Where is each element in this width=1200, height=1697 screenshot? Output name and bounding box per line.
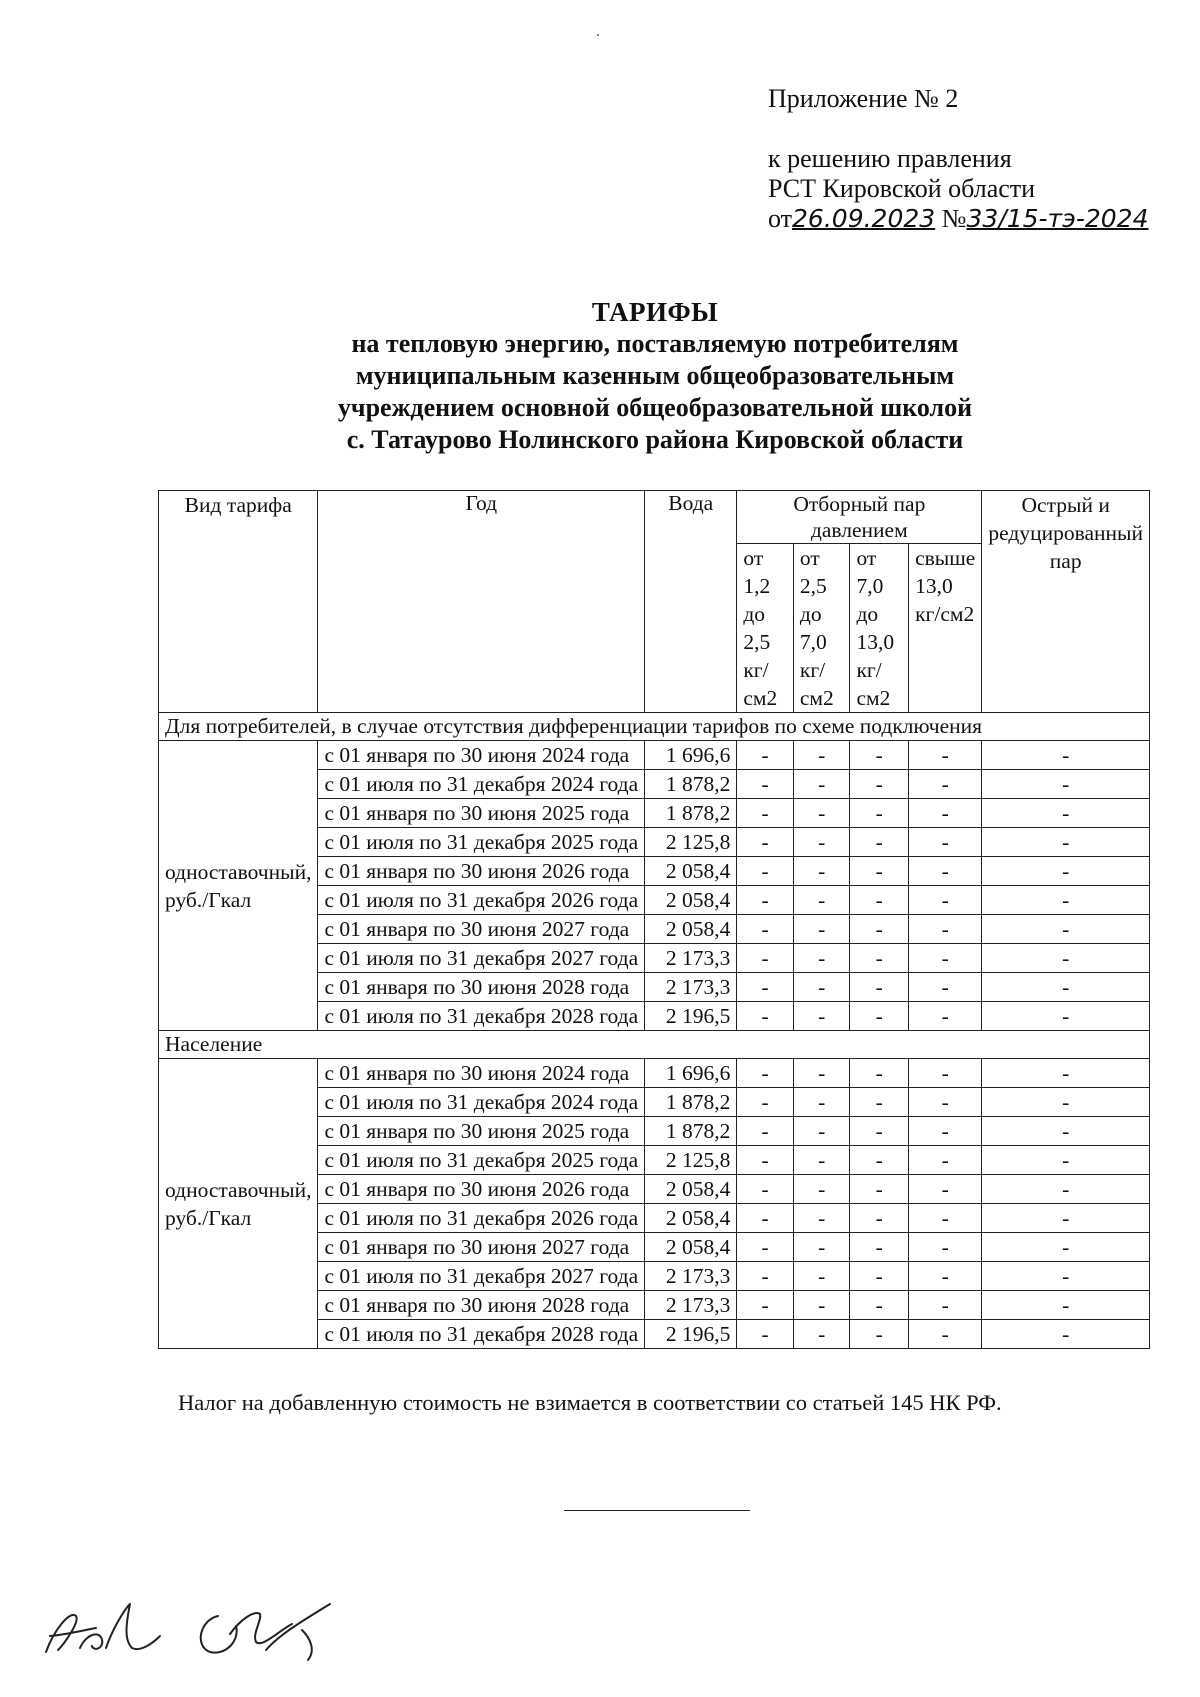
acute-steam-value: - (982, 1146, 1150, 1175)
scan-speck (597, 34, 599, 36)
end-rule (564, 1510, 750, 1511)
steam-2-value: - (793, 770, 850, 799)
steam-4-value: - (909, 770, 982, 799)
header-steam-4: свыше 13,0 кг/см2 (909, 544, 982, 713)
steam-4-value: - (909, 1002, 982, 1031)
steam-4-value: - (909, 1146, 982, 1175)
period-cell: с 01 июля по 31 декабря 2024 года (318, 1088, 645, 1117)
section-row (159, 1031, 1150, 1059)
appendix-to-decision: к решению правления (768, 144, 1012, 173)
steam-4-value: - (909, 1233, 982, 1262)
steam-4-value: - (909, 973, 982, 1002)
steam-1-value: - (737, 741, 794, 770)
table-body (159, 713, 1150, 1349)
water-value: 2 173,3 (645, 1262, 737, 1291)
period-cell: с 01 июля по 31 декабря 2028 года (318, 1320, 645, 1349)
steam-3-value: - (850, 1291, 909, 1320)
steam-2-value: - (793, 1233, 850, 1262)
steam-2-value: - (793, 973, 850, 1002)
acute-steam-value: - (982, 1117, 1150, 1146)
header-type: Вид тарифа (159, 491, 318, 713)
period-cell: с 01 января по 30 июня 2026 года (318, 857, 645, 886)
steam-2-value: - (793, 1117, 850, 1146)
steam-3-value: - (850, 1233, 909, 1262)
appendix-block (768, 84, 1148, 234)
water-value: 2 196,5 (645, 1002, 737, 1031)
steam-1-value: - (737, 1320, 794, 1349)
steam-2-value: - (793, 1291, 850, 1320)
number-prefix: № (941, 204, 967, 233)
steam-2-value: - (793, 857, 850, 886)
period-cell: с 01 июля по 31 декабря 2028 года (318, 1002, 645, 1031)
steam-2-value: - (793, 1059, 850, 1088)
title-line-2: муниципальным казенным общеобразовательным (355, 361, 955, 390)
water-value: 1 878,2 (645, 799, 737, 828)
period-cell: с 01 января по 30 июня 2027 года (318, 1233, 645, 1262)
steam-1-value: - (737, 770, 794, 799)
steam-4-value: - (909, 828, 982, 857)
appendix-date-line (768, 204, 1148, 234)
table-header (159, 491, 1150, 713)
steam-1-value: - (737, 1059, 794, 1088)
steam-1-value: - (737, 1233, 794, 1262)
period-cell: с 01 июля по 31 декабря 2025 года (318, 828, 645, 857)
steam-2-value: - (793, 799, 850, 828)
water-value: 2 173,3 (645, 1291, 737, 1320)
period-cell: с 01 июля по 31 декабря 2024 года (318, 770, 645, 799)
steam-1-value: - (737, 857, 794, 886)
steam-3-value: - (850, 770, 909, 799)
header-year: Год (318, 491, 645, 713)
vat-footnote: Налог на добавленную стоимость не взимается в соответствии со статьей 145 НК РФ. (178, 1390, 1002, 1415)
steam-4-value: - (909, 799, 982, 828)
steam-2-value: - (793, 944, 850, 973)
steam-4-value: - (909, 1175, 982, 1204)
signature-2 (201, 1604, 330, 1660)
water-value: 1 878,2 (645, 770, 737, 799)
steam-1-value: - (737, 799, 794, 828)
steam-2-value: - (793, 828, 850, 857)
steam-2-value: - (793, 741, 850, 770)
acute-steam-value: - (982, 1204, 1150, 1233)
steam-1-value: - (737, 944, 794, 973)
period-cell: с 01 июля по 31 декабря 2026 года (318, 886, 645, 915)
steam-3-value: - (850, 1088, 909, 1117)
acute-steam-value: - (982, 973, 1150, 1002)
appendix-authority: РСТ Кировской области (768, 174, 1036, 203)
period-cell: с 01 января по 30 июня 2028 года (318, 973, 645, 1002)
steam-2-value: - (793, 886, 850, 915)
steam-1-value: - (737, 1002, 794, 1031)
steam-2-value: - (793, 1175, 850, 1204)
steam-3-value: - (850, 857, 909, 886)
header-acute-steam: Острый и редуцированный пар (982, 491, 1150, 713)
document-title (190, 296, 1120, 456)
steam-1-value: - (737, 886, 794, 915)
steam-3-value: - (850, 1175, 909, 1204)
steam-1-value: - (737, 828, 794, 857)
water-value: 2 058,4 (645, 1175, 737, 1204)
steam-3-value: - (850, 1320, 909, 1349)
section-title: Население (159, 1031, 1150, 1059)
steam-2-value: - (793, 1262, 850, 1291)
water-value: 2 058,4 (645, 886, 737, 915)
header-steam: Отборный пар давлением (737, 491, 982, 544)
header-steam-3: от 7,0 до 13,0 кг/см2 (850, 544, 909, 713)
title-line-3: учреждением основной общеобразовательной школой (337, 393, 973, 422)
tariff-type: одноставочный, руб./Гкал (159, 1059, 318, 1349)
water-value: 2 173,3 (645, 944, 737, 973)
acute-steam-value: - (982, 1002, 1150, 1031)
acute-steam-value: - (982, 1291, 1150, 1320)
steam-3-value: - (850, 915, 909, 944)
acute-steam-value: - (982, 1088, 1150, 1117)
steam-2-value: - (793, 1088, 850, 1117)
steam-4-value: - (909, 857, 982, 886)
period-cell: с 01 июля по 31 декабря 2027 года (318, 944, 645, 973)
section-row (159, 713, 1150, 741)
table-row (159, 1059, 1150, 1088)
steam-2-value: - (793, 1204, 850, 1233)
steam-4-value: - (909, 1117, 982, 1146)
steam-3-value: - (850, 1262, 909, 1291)
acute-steam-value: - (982, 944, 1150, 973)
steam-1-value: - (737, 915, 794, 944)
handwritten-signatures (40, 1590, 380, 1670)
water-value: 2 125,8 (645, 1146, 737, 1175)
steam-1-value: - (737, 1117, 794, 1146)
title-main: ТАРИФЫ (591, 297, 719, 327)
steam-3-value: - (850, 1204, 909, 1233)
steam-4-value: - (909, 1291, 982, 1320)
water-value: 2 058,4 (645, 1233, 737, 1262)
acute-steam-value: - (982, 1175, 1150, 1204)
steam-3-value: - (850, 973, 909, 1002)
water-value: 2 058,4 (645, 1204, 737, 1233)
period-cell: с 01 января по 30 июня 2025 года (318, 1117, 645, 1146)
steam-2-value: - (793, 1320, 850, 1349)
steam-4-value: - (909, 915, 982, 944)
steam-1-value: - (737, 1204, 794, 1233)
acute-steam-value: - (982, 1262, 1150, 1291)
steam-3-value: - (850, 799, 909, 828)
steam-1-value: - (737, 1291, 794, 1320)
signature-1 (46, 1604, 160, 1652)
period-cell: с 01 июля по 31 декабря 2027 года (318, 1262, 645, 1291)
period-cell: с 01 января по 30 июня 2025 года (318, 799, 645, 828)
water-value: 2 058,4 (645, 857, 737, 886)
decision-date: 26.09.2023 (792, 204, 936, 233)
water-value: 2 173,3 (645, 973, 737, 1002)
water-value: 2 196,5 (645, 1320, 737, 1349)
acute-steam-value: - (982, 741, 1150, 770)
steam-1-value: - (737, 1262, 794, 1291)
header-steam-1: от 1,2 до 2,5 кг/см2 (737, 544, 794, 713)
period-cell: с 01 января по 30 июня 2027 года (318, 915, 645, 944)
header-water: Вода (645, 491, 737, 713)
steam-4-value: - (909, 1320, 982, 1349)
acute-steam-value: - (982, 770, 1150, 799)
date-prefix: от (768, 204, 793, 233)
water-value: 2 058,4 (645, 915, 737, 944)
water-value: 2 125,8 (645, 828, 737, 857)
acute-steam-value: - (982, 1233, 1150, 1262)
steam-4-value: - (909, 944, 982, 973)
steam-1-value: - (737, 1088, 794, 1117)
steam-3-value: - (850, 1002, 909, 1031)
steam-1-value: - (737, 1146, 794, 1175)
period-cell: с 01 января по 30 июня 2028 года (318, 1291, 645, 1320)
tariffs-table (158, 490, 1150, 1349)
title-line-4: с. Татаурово Нолинского района Кировской области (346, 425, 964, 454)
header-steam-2: от 2,5 до 7,0 кг/см2 (793, 544, 850, 713)
period-cell: с 01 января по 30 июня 2024 года (318, 741, 645, 770)
section-title: Для потребителей, в случае отсутствия дифференциации тарифов по схеме подключения (159, 713, 1150, 741)
steam-4-value: - (909, 741, 982, 770)
water-value: 1 696,6 (645, 741, 737, 770)
period-cell: с 01 января по 30 июня 2024 года (318, 1059, 645, 1088)
steam-2-value: - (793, 915, 850, 944)
steam-1-value: - (737, 1175, 794, 1204)
acute-steam-value: - (982, 828, 1150, 857)
steam-1-value: - (737, 973, 794, 1002)
steam-4-value: - (909, 1204, 982, 1233)
water-value: 1 696,6 (645, 1059, 737, 1088)
steam-2-value: - (793, 1146, 850, 1175)
steam-2-value: - (793, 1002, 850, 1031)
table-row (159, 741, 1150, 770)
period-cell: с 01 января по 30 июня 2026 года (318, 1175, 645, 1204)
steam-4-value: - (909, 886, 982, 915)
appendix-number: Приложение № 2 (768, 84, 959, 113)
steam-3-value: - (850, 886, 909, 915)
steam-3-value: - (850, 1059, 909, 1088)
steam-3-value: - (850, 828, 909, 857)
steam-4-value: - (909, 1088, 982, 1117)
period-cell: с 01 июля по 31 декабря 2025 года (318, 1146, 645, 1175)
decision-number: 33/15-тэ-2024 (966, 204, 1149, 233)
title-line-1: на тепловую энергию, поставляемую потребителям (351, 329, 959, 358)
steam-3-value: - (850, 741, 909, 770)
acute-steam-value: - (982, 799, 1150, 828)
steam-3-value: - (850, 1146, 909, 1175)
acute-steam-value: - (982, 857, 1150, 886)
water-value: 1 878,2 (645, 1117, 737, 1146)
steam-3-value: - (850, 1117, 909, 1146)
steam-4-value: - (909, 1059, 982, 1088)
acute-steam-value: - (982, 1059, 1150, 1088)
acute-steam-value: - (982, 915, 1150, 944)
acute-steam-value: - (982, 886, 1150, 915)
steam-3-value: - (850, 944, 909, 973)
period-cell: с 01 июля по 31 декабря 2026 года (318, 1204, 645, 1233)
acute-steam-value: - (982, 1320, 1150, 1349)
tariff-type: одноставочный, руб./Гкал (159, 741, 318, 1031)
water-value: 1 878,2 (645, 1088, 737, 1117)
steam-4-value: - (909, 1262, 982, 1291)
